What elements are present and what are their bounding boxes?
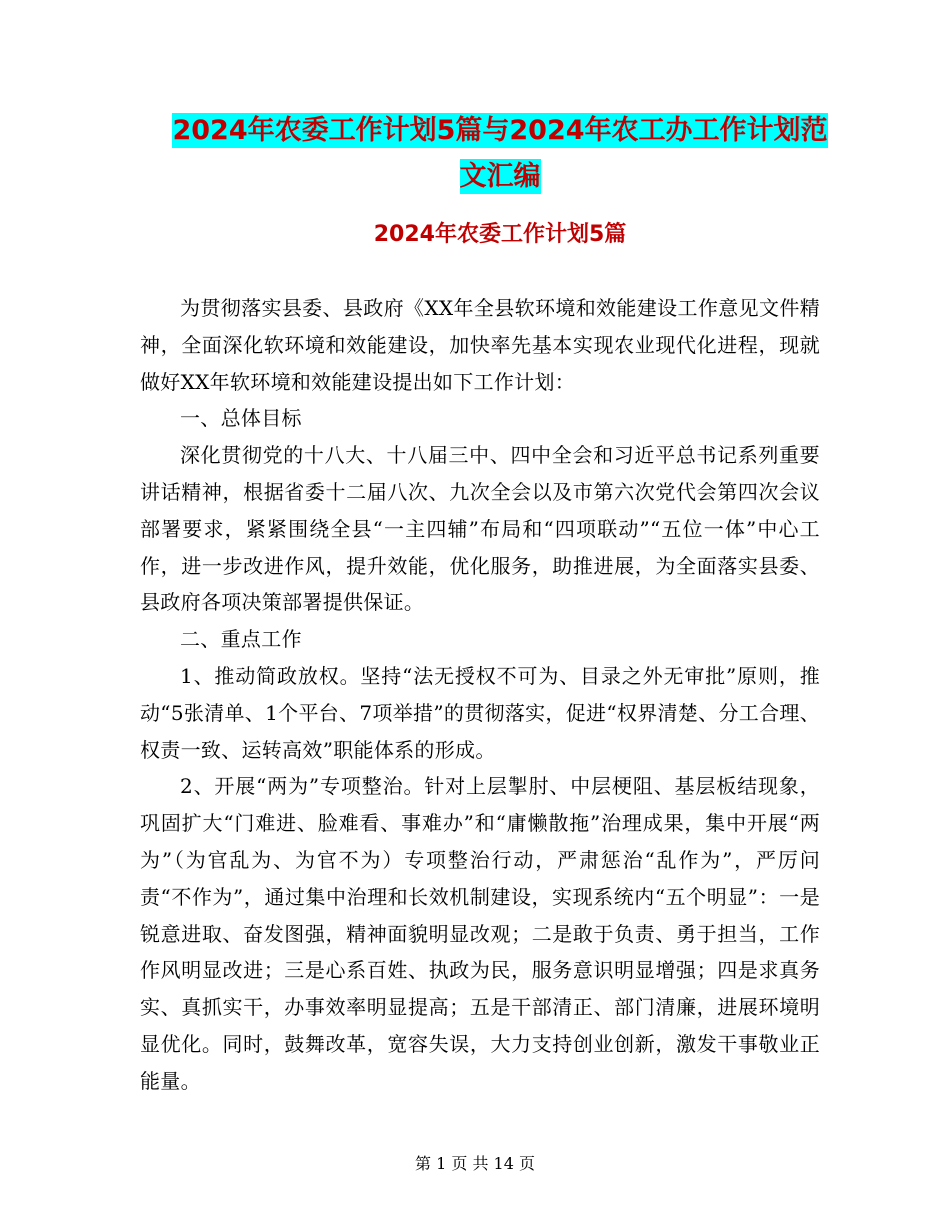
title-line-1: 2024年农委工作计划5篇与2024年农工办工作计划范 [172,115,828,146]
heading-overall-goal: 一、总体目标 [180,406,302,431]
heading-key-work: 二、重点工作 [180,627,302,652]
page-footer: 第 1 页 共 14 页 [415,1154,535,1173]
title-line-2: 文汇编 [459,161,541,192]
document-body [140,290,820,1100]
paragraph-item-1: 1、推动简政放权。坚持“法无授权不可为、目录之外无审批”原则，推动“5张清单、1个平台、7项举措”的贯彻落实，促进“权界清楚、分工合理、权责一致、运转高效”职能体系的形成。 [140,663,820,762]
document-title [140,108,860,200]
paragraph-intro: 为贯彻落实县委、县政府《XX年全县软环境和效能建设工作意见文件精神，全面深化软环境和效能建设，加快率先基本实现农业现代化进程，现就做好XX年软环境和效能建设提出如下工作计划： [140,296,820,394]
paragraph-overall-goal: 深化贯彻党的十八大、十八届三中、四中全会和习近平总书记系列重要讲话精神，根据省委十二届八次、九次全会以及市第六次党代会第四次会议部署要求，紧紧围绕全县“一主四辅”布局和“四项联动”“五位一体”中心工作，进一步改进作风，提升效能，优化服务，助推进展，为全面落实县委、县政府各项决策部署提供保证。 [140,443,820,615]
section-title: 2024年农委工作计划5篇 [373,222,627,247]
paragraph-item-2: 2、开展“两为”专项整治。针对上层掣肘、中层梗阻、基层板结现象，巩固扩大“门难进、脸难看、事难办”和“庸懒散拖”治理成果，集中开展“两为”（为官乱为、为官不为）专项整治行动，严肃惩治“乱作为”，严厉问责“不作为”，通过集中治理和长效机制建设，实现系统内“五个明显”：一是锐意进取、奋发图强，精神面貌明显改观；二是敢于负责、勇于担当，工作作风明显改进；三是心系百姓、执政为民，服务意识明显增强；四是求真务实、真抓实干，办事效率明显提高；五是干部清正、部门清廉，进展环境明显优化。同时，鼓舞改革，宽容失误，大力支持创业创新，激发干事敬业正能量。 [140,774,820,1093]
